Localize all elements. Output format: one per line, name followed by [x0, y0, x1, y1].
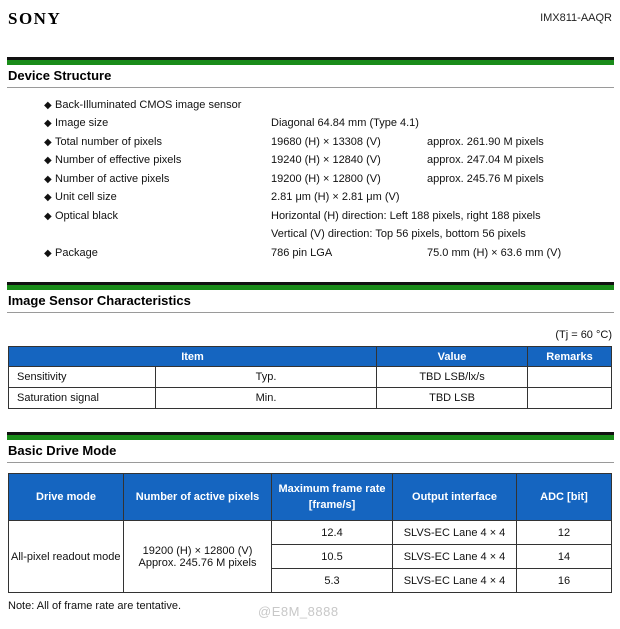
cell-active-pixels	[124, 521, 272, 593]
cell-adc: 12	[517, 521, 612, 545]
section-divider-bar	[7, 57, 614, 65]
bullet-icon: ◆	[44, 137, 52, 148]
bullet-icon: ◆	[44, 100, 52, 111]
header-frame-rate	[272, 474, 393, 521]
spec-value: 2.81 μm (H) × 2.81 μm (V)	[271, 191, 400, 203]
spec-row	[0, 154, 620, 172]
section-divider-bar	[7, 282, 614, 290]
temperature-condition: (Tj = 60 °C)	[555, 329, 612, 341]
cell-value: TBD LSB/lx/s	[377, 367, 528, 388]
table-header-row	[9, 474, 612, 521]
cell-frame-rate: 5.3	[272, 569, 393, 593]
drive-mode-table	[8, 473, 612, 593]
header-active-pixels: Number of active pixels	[124, 474, 272, 521]
spec-label: Package	[55, 247, 98, 259]
section-divider-bar	[7, 432, 614, 440]
spec-row	[0, 99, 620, 117]
spec-value: 19200 (H) × 12800 (V)	[271, 173, 381, 185]
bullet-icon: ◆	[44, 192, 52, 203]
cell-value: TBD LSB	[377, 388, 528, 409]
document-id: IMX811-AAQR	[540, 12, 612, 24]
bullet-icon: ◆	[44, 248, 52, 259]
table-row	[9, 388, 612, 409]
cell-frame-rate: 12.4	[272, 521, 393, 545]
cell-adc: 14	[517, 545, 612, 569]
spec-label: Optical black	[55, 210, 118, 222]
cell-frame-rate: 10.5	[272, 545, 393, 569]
spec-row	[0, 228, 620, 246]
sensor-characteristics-table	[8, 346, 612, 409]
cell-output-interface: SLVS-EC Lane 4 × 4	[393, 521, 517, 545]
cell-item: Saturation signal	[9, 388, 156, 409]
header-frame-rate-line1: Maximum frame rate	[278, 483, 386, 495]
spec-value-secondary: 75.0 mm (H) × 63.6 mm (V)	[427, 247, 562, 259]
cell-qualifier: Typ.	[156, 367, 377, 388]
header-output-interface: Output interface	[393, 474, 517, 521]
spec-row	[0, 136, 620, 154]
header-adc: ADC [bit]	[517, 474, 612, 521]
header-remarks: Remarks	[528, 347, 612, 367]
spec-value-secondary: approx. 247.04 M pixels	[427, 154, 544, 166]
cell-drive-mode: All-pixel readout mode	[9, 521, 124, 593]
spec-value: 19680 (H) × 13308 (V)	[271, 136, 381, 148]
spec-value-secondary: approx. 261.90 M pixels	[427, 136, 544, 148]
cell-remarks	[528, 367, 612, 388]
footnote: Note: All of frame rate are tentative.	[8, 600, 182, 612]
spec-row	[0, 191, 620, 209]
section-rule	[7, 87, 614, 88]
spec-label: Back-Illuminated CMOS image sensor	[55, 99, 242, 111]
spec-row	[0, 117, 620, 135]
cell-qualifier: Min.	[156, 388, 377, 409]
spec-label: Number of effective pixels	[55, 154, 182, 166]
spec-value: 786 pin LGA	[271, 247, 333, 259]
section-title-drive-mode: Basic Drive Mode	[8, 443, 117, 458]
spec-value: Diagonal 64.84 mm (Type 4.1)	[271, 117, 419, 129]
header-value: Value	[377, 347, 528, 367]
cell-adc: 16	[517, 569, 612, 593]
header-drive-mode: Drive mode	[9, 474, 124, 521]
spec-value: 19240 (H) × 12840 (V)	[271, 154, 381, 166]
spec-value-secondary: approx. 245.76 M pixels	[427, 173, 544, 185]
section-rule	[7, 462, 614, 463]
cell-output-interface: SLVS-EC Lane 4 × 4	[393, 545, 517, 569]
table-row	[9, 521, 612, 545]
watermark: @E8M_8888	[258, 604, 339, 619]
spec-label: Total number of pixels	[55, 136, 162, 148]
spec-row	[0, 173, 620, 191]
bullet-icon: ◆	[44, 155, 52, 166]
sony-logo: SONY	[8, 9, 62, 28]
section-rule	[7, 312, 614, 313]
spec-label: Unit cell size	[55, 191, 117, 203]
cell-item: Sensitivity	[9, 367, 156, 388]
bullet-icon: ◆	[44, 118, 52, 129]
bullet-icon: ◆	[44, 211, 52, 222]
section-title-image-sensor: Image Sensor Characteristics	[8, 293, 191, 308]
header-item: Item	[9, 347, 377, 367]
spec-label: Number of active pixels	[55, 173, 170, 185]
cell-remarks	[528, 388, 612, 409]
spec-row	[0, 247, 620, 265]
header-frame-rate-line2: [frame/s]	[308, 499, 356, 511]
spec-row	[0, 210, 620, 228]
active-pixels-line2: Approx. 245.76 M pixels	[138, 556, 257, 569]
spec-label: Image size	[55, 117, 109, 129]
table-row	[9, 367, 612, 388]
spec-value: Vertical (V) direction: Top 56 pixels, bottom 56 pixels	[271, 228, 526, 240]
section-title-device-structure: Device Structure	[8, 68, 112, 83]
active-pixels-line1: 19200 (H) × 12800 (V)	[142, 544, 253, 557]
table-header-row	[9, 347, 612, 367]
cell-output-interface: SLVS-EC Lane 4 × 4	[393, 569, 517, 593]
bullet-icon: ◆	[44, 174, 52, 185]
spec-value: Horizontal (H) direction: Left 188 pixels, right 188 pixels	[271, 210, 541, 222]
